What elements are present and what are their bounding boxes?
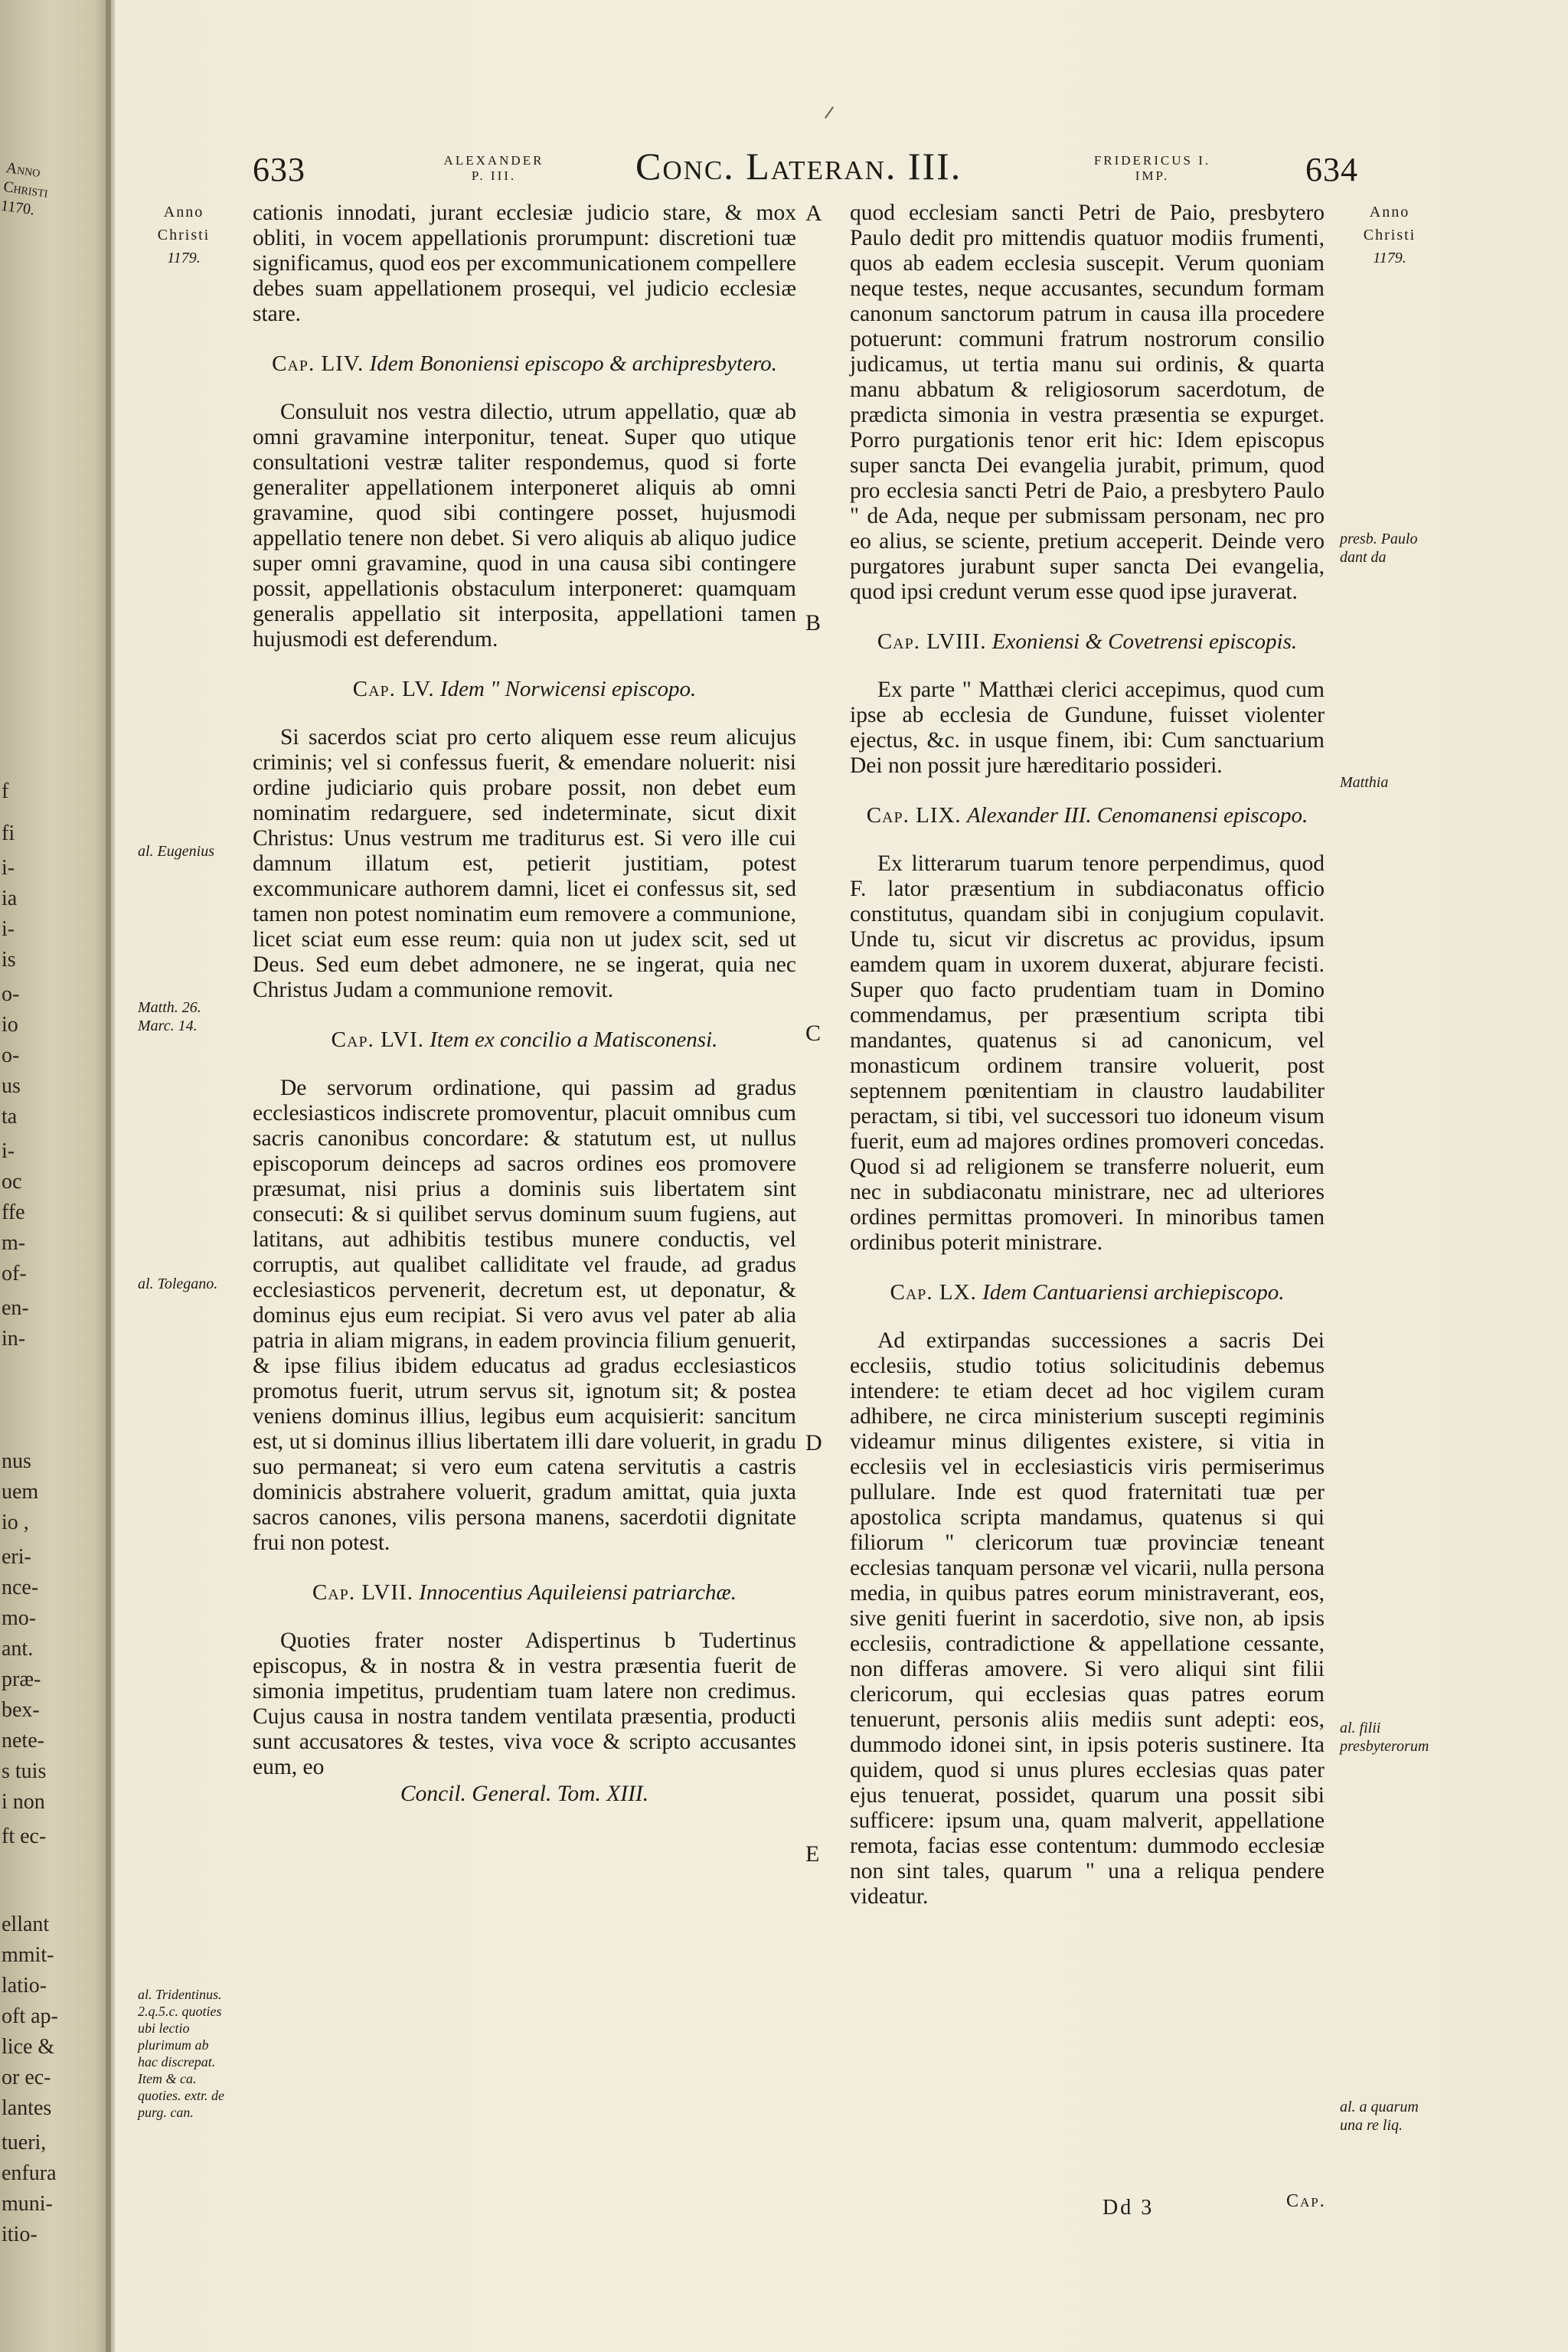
previous-page-fragment: io	[2, 1013, 18, 1037]
previous-page-fragment: præ-	[2, 1668, 41, 1691]
previous-page-fragment: o-	[2, 982, 20, 1006]
right-column	[850, 201, 1325, 1909]
previous-page-fragment: f	[2, 779, 9, 803]
previous-page-fragment: in-	[2, 1327, 26, 1351]
previous-page-fragment: i non	[2, 1790, 45, 1814]
margin-note-filii: al. filii presbyterorum	[1340, 1720, 1429, 1755]
chapter-54-heading: Cap. LIV. Idem Bononiensi episcopo & archipresbytero.	[272, 351, 777, 376]
volume-footer: Concil. General. Tom. XIII.	[400, 1782, 649, 1806]
chapter-55-text: Si sacerdos sciat pro certo aliquem esse reum alicujus criminis; vel si confessus fuerit, & emendare noluerit: nisi ordine judiciario quis probare possit, non debet eum nominatim redarguere, sed indeterminate, sicut dixit Christus: Unus vestrum me traditurus est. Si vero ille cui damnum illatum est, petierit justitiam, potest excommunicare authorem damni, licet ei confessus sit, sed tamen non potest nominatim eum removere a communione, licet sciat eum esse reum: quia non ut judex scit, sed ut Deus. Sed eum debet admonere, ne se ingerat, quia nec Christus Judam a communione removit.	[253, 725, 796, 1002]
margin-anno-christi-right: Anno Christi 1179.	[1363, 204, 1416, 266]
previous-page-fragment: latio-	[2, 1974, 47, 1998]
page-number-right: 634	[1305, 151, 1358, 188]
margin-anno-christi-left: Anno Christi 1179.	[157, 204, 211, 266]
previous-page-anno-note: Anno Christi 1170.	[0, 159, 50, 219]
chapter-60-text: Ad extirpandas successiones a sacris Dei ecclesiis, studio totius solicitudinis debemus intendere: te etiam decet ad hoc vigilem curam adhibere, ne circa ministerium suscepti regiminis videamur minus diligentes existere, si vitia in ecclesiis vel in ecclesiasticis viris permiserimus pullulare. Inde est quod fraternitati tuæ per apostolica scripta mandamus, quatenus si qui filiorum " clericorum tuæ provinciæ teneant ecclesias tanquam personæ vel vicarii, nulla persona media, in quibus patres eorum ministraverant, eos, sive geniti fuerint in sacerdotio, sive non, ab ipsis ecclesiis, contradictione & appellatione cessante, non differas amovere. Si vero aliqui sint filii clericorum, qui ecclesias quas patres eorum tenuerunt, personis aliis mediis sunt adepti: eos, dummodo idonei sint, in ipsis poteris sustinere. Ita quidem, quod si unus plures ecclesias quas pater ejus tenuerat, possidet, quarum una possit sibi sufficere: ipsum una, quam malverit, appellatione remota, facias esse contentum: dummodo ecclesiæ non sint tales, quarum " una a reliqua pendere videatur.	[850, 1328, 1325, 1909]
previous-page-fragment: ta	[2, 1105, 18, 1129]
previous-page-fragment: us	[2, 1074, 21, 1098]
margin-note-eugenius: al. Eugenius	[138, 843, 214, 860]
chapter-60-heading: Cap. LX. Idem Cantuariensi archiepiscopo.	[890, 1280, 1285, 1305]
previous-page-fragment: o-	[2, 1044, 20, 1067]
previous-page-fragment: lantes	[2, 2096, 52, 2120]
book-page	[115, 0, 1568, 2352]
previous-page-fragment: mmit-	[2, 1943, 54, 1967]
previous-page-fragment: en-	[2, 1296, 29, 1320]
chapter-54-text: Consuluit nos vestra dilectio, utrum appellatio, quæ ab omni gravamine interponitur, teneat. Super quo utique consultationi vestræ taliter respondemus, quod si forte generaliter appellationem interponeret aliquis ab omni gravamine, quod sibi contingere posset, hujusmodi appellatio tenere non debet. Si vero aliquis ab aliquo judice super omni gravamine, quod in una causa sibi contingere possit, appellationis obstaculum interponeret: quamquam generalis appellatio sit interposita, appellationi tamen hujusmodi est deferendum.	[253, 400, 796, 652]
margin-note-matthia: Matthia	[1340, 774, 1389, 791]
ink-mark	[825, 106, 834, 119]
page-number-left: 633	[253, 151, 305, 188]
previous-page-edge	[0, 0, 111, 2352]
previous-page-fragment: oc	[2, 1170, 22, 1194]
previous-page-fragment: m-	[2, 1231, 26, 1255]
previous-page-fragment: ellant	[2, 1913, 50, 1936]
catchword: Cap.	[1286, 2191, 1326, 2211]
previous-page-fragment: muni-	[2, 2192, 53, 2216]
chapter-58-heading: Cap. LVIII. Exoniensi & Covetrensi episcopis.	[877, 629, 1298, 654]
previous-page-fragment: lice &	[2, 2035, 55, 2059]
previous-page-fragment: io ,	[2, 1511, 29, 1534]
previous-page-fragment: itio-	[2, 2223, 38, 2246]
previous-page-fragment: ia	[2, 887, 18, 910]
chapter-59-text: Ex litterarum tuarum tenore perpendimus, quod F. lator præsentium in subdiaconatus officio constitutus, quandam sibi in conjugium copulavit. Unde tu, sicut vir discretus ac providus, ipsum eamdem quam in uxorem duxerat, abjurare fecisti. Super quo facto prudentiam tuam in Domino commendamus, per præsentium scripta tibi mandantes, quatenus si ad canonicum, vel monasticum ordinem transire voluerit, post septennem pœnitentiam in claustro laudabiliter peractam, si tibi, vel successori tuo idoneum visum fuerit, eum ad majores ordines promoveri concedas. Quod si ad religionem se transferre noluerit, eum nec in subdiaconatu ministrare, nec ad ulteriores ordines permittas promoveri. In minoribus tamen ordinibus poterit ministrare.	[850, 851, 1325, 1255]
chapter-56-heading: Cap. LVI. Item ex concilio a Matisconensi.	[331, 1027, 718, 1052]
previous-page-fragment: ffe	[2, 1200, 25, 1224]
left-column	[253, 201, 796, 1807]
column-letter-d: D	[805, 1430, 822, 1455]
previous-page-fragment: s tuis	[2, 1759, 47, 1783]
chapter-55-heading: Cap. LV. Idem " Norwicensi episcopo.	[352, 677, 697, 701]
running-head-left: ALEXANDER P. III.	[443, 153, 544, 183]
running-title: Conc. Lateran. III.	[635, 145, 962, 188]
chapter-56-text: De servorum ordinatione, qui passim ad gradus ecclesiasticos indiscrete promoventur, placuit omnibus cum sacris canonibus concordare: & statutum est, ut nullus episcoporum deinceps ad sacros ordines eos promovere præsumat, nisi prius a dominis suis libertatem sint consecuti: & si quilibet servus dominum suum fugiens, aut latitans, aut adhibitis testibus munere conductis, vel corruptis, aut qualibet calliditate vel fraude, ad gradus ecclesiasticos pervenerit, decretum est, ut deponatur, & dominus ejus eum recipiat. Si vero avus vel pater ab alia patria in aliam migrans, in eadem provincia filium genuerit, & ipse filius ibidem educatus ad gradus ecclesiasticos promotus fuerit, utrum servus sit, ignotum sit; & postea veniens dominus illius, legibus eum acquisierit: sancitum est, ut si dominus illius libertatem illi dare voluerit, in gradu suo permaneat; si vero eum catena servitutis a castris dominicis abstrahere voluerit, gradum amittat, quia juxta sacros canones, vilis persona manens, sacerdotii dignitate frui non potest.	[253, 1076, 796, 1555]
previous-page-fragment: ft ec-	[2, 1824, 47, 1848]
previous-page-fragment: ant.	[2, 1637, 34, 1661]
column-letter-e: E	[805, 1841, 820, 1867]
previous-page-fragment: of-	[2, 1262, 27, 1285]
margin-note-tridentinus: al. Tridentinus. 2.q.5.c. quoties ubi lectio plurimum ab hac discrepat. Item & ca. quoties. extr. de purg. can.	[138, 1987, 224, 2120]
previous-page-fragment: oft ap-	[2, 2004, 58, 2028]
previous-page-fragment: enfura	[2, 2161, 57, 2185]
previous-page-fragment: uem	[2, 1480, 39, 1504]
previous-page-fragment: i-	[2, 1139, 15, 1163]
chapter-59-heading: Cap. LIX. Alexander III. Cenomanensi episcopo.	[866, 803, 1308, 828]
previous-page-fragment: i-	[2, 917, 15, 941]
continuation-paragraph-right: quod ecclesiam sancti Petri de Paio, presbytero Paulo dedit pro mittendis quatuor modiis frumenti, quos ab eadem ecclesia suscepit. Verum quoniam neque testes, neque accusantes, secundum formam canonum sanctorum patrum in causa illa procedere potuerunt: communi fratrum nostrorum consilio judicamus, ut tertia manu sui ordinis, & quarta manu abbatum & religiosorum sacerdotum, de prædicta simonia in vestra præsentia se expurget. Porro purgationis tenor erit hic: Idem episcopus super sancta Dei evangelia jurabit, primum, quod pro ecclesia sancti Petri de Paio, a presbytero Paulo " de Ada, neque per submissam personam, nec pro eo alius, se sciente, pretium acceperit. Deinde vero purgatores jurabunt super sancta Dei evangelia, quod ipsi credunt verum esse quod ipse juraverat.	[850, 201, 1325, 604]
previous-page-fragment: is	[2, 948, 16, 972]
chapter-57-heading: Cap. LVII. Innocentius Aquileiensi patriarchæ.	[312, 1580, 737, 1605]
previous-page-fragment: nce-	[2, 1576, 39, 1599]
previous-page-fragment: fi	[2, 822, 15, 845]
column-letter-b: B	[805, 610, 822, 635]
margin-note-matth: Matth. 26. Marc. 14.	[138, 999, 201, 1034]
previous-page-fragment: nus	[2, 1449, 31, 1473]
continuation-paragraph: cationis innodati, jurant ecclesiæ judicio stare, & mox obliti, in vocem appellationis prorumpunt: discretioni tuæ significamus, quod eos per excommunicationem compellere debes suam appellationem prosequi, vel judicio ecclesiæ stare.	[253, 201, 796, 326]
signature-mark: Dd 3	[1102, 2196, 1155, 2220]
column-letter-c: C	[805, 1021, 822, 1046]
previous-page-fragment: or ec-	[2, 2066, 51, 2089]
previous-page-fragment: bex-	[2, 1698, 40, 1722]
previous-page-fragment: i-	[2, 856, 15, 880]
previous-page-fragment: eri-	[2, 1545, 31, 1569]
previous-page-fragment: mo-	[2, 1606, 37, 1630]
chapter-57-text: Quoties frater noster Adispertinus b Tudertinus episcopus, & in nostra & in vestra præsentia fuerit de simonia impetitus, prudentiam tuam latere non credimus. Cujus causa in nostra tandem ventilata præsentia, producti sunt accusatores & testes, viva voce & scripto accusantes eum, eo	[253, 1628, 796, 1779]
chapter-58-text: Ex parte " Matthæi clerici accepimus, quod cum ipse ab ecclesia de Gundune, fuisset violenter ejectus, &c. in usque finem, ibi: Cum sanctuarium Dei non possit jure hæreditario possideri.	[850, 678, 1325, 778]
previous-page-fragment: nete-	[2, 1729, 44, 1753]
margin-note-presb: presb. Paulo dant da	[1340, 531, 1418, 566]
running-head-right: FRIDERICUS I. IMP.	[1093, 153, 1211, 183]
previous-page-fragment: tueri,	[2, 2131, 47, 2154]
margin-note-quarum: al. a quarum una re liq.	[1340, 2099, 1419, 2134]
margin-note-toleg: al. Tolegano.	[138, 1276, 218, 1292]
column-letter-a: A	[805, 201, 822, 226]
